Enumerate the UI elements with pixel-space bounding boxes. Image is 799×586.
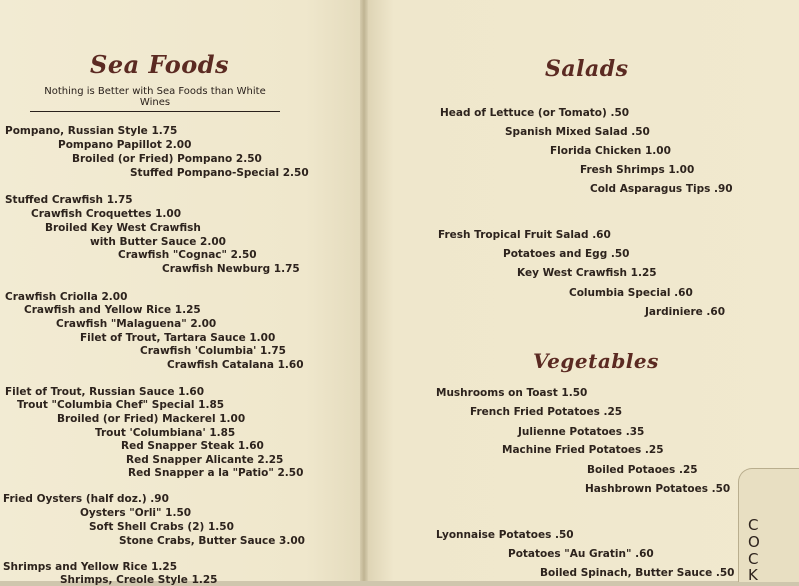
menu-item: Crawfish Croquettes 1.00 — [31, 208, 182, 220]
menu-item: Broiled (or Fried) Pompano 2.50 — [72, 153, 262, 165]
menu-item: Key West Crawfish 1.25 — [517, 267, 657, 279]
menu-item: Florida Chicken 1.00 — [550, 145, 671, 157]
menu-item: Shrimps, Creole Style 1.25 — [60, 574, 218, 586]
menu-item: Shrimps and Yellow Rice 1.25 — [3, 561, 178, 573]
menu-item: with Butter Sauce 2.00 — [90, 236, 226, 248]
sea-foods-title: Sea Foods — [90, 50, 230, 79]
menu-item: Jardiniere .60 — [645, 306, 726, 318]
menu-item: Mushrooms on Toast 1.50 — [436, 387, 588, 399]
menu-item: Crawfish and Yellow Rice 1.25 — [24, 304, 201, 316]
menu-item: French Fried Potatoes .25 — [470, 406, 623, 418]
menu-item: Fried Oysters (half doz.) .90 — [3, 493, 169, 505]
menu-item: Spanish Mixed Salad .50 — [505, 126, 650, 138]
menu-item: Red Snapper Alicante 2.25 — [126, 454, 284, 466]
book-gutter — [360, 0, 368, 581]
menu-item: Filet of Trout, Tartara Sauce 1.00 — [80, 332, 276, 344]
menu-item: Broiled (or Fried) Mackerel 1.00 — [57, 413, 246, 425]
menu-item: Hashbrown Potatoes .50 — [585, 483, 731, 495]
menu-item: Crawfish 'Columbia' 1.75 — [140, 345, 286, 357]
menu-item: Red Snapper Steak 1.60 — [121, 440, 264, 452]
menu-item: Broiled Key West Crawfish — [45, 222, 201, 234]
menu-item: Fresh Tropical Fruit Salad .60 — [438, 229, 611, 241]
menu-item: Potatoes and Egg .50 — [503, 248, 630, 260]
menu-item: Oysters "Orli" 1.50 — [80, 507, 192, 519]
menu-item: Columbia Special .60 — [569, 287, 693, 299]
menu-item: Crawfish Newburg 1.75 — [162, 263, 300, 275]
menu-item: Julienne Potatoes .35 — [518, 426, 645, 438]
menu-item: Lyonnaise Potatoes .50 — [436, 529, 574, 541]
tab-letter: K — [748, 566, 758, 584]
menu-item: Boiled Potaoes .25 — [587, 464, 698, 476]
menu-item: Fresh Shrimps 1.00 — [580, 164, 695, 176]
menu-item: Stone Crabs, Butter Sauce 3.00 — [119, 535, 305, 547]
vegetables-title: Vegetables — [533, 349, 659, 373]
menu-item: Pompano Papillot 2.00 — [58, 139, 192, 151]
wine-note: Nothing is Better with Sea Foods than White Wines — [30, 86, 280, 112]
menu-item: Crawfish Criolla 2.00 — [5, 291, 128, 303]
menu-item: Trout 'Columbiana' 1.85 — [95, 427, 236, 439]
menu-item: Head of Lettuce (or Tomato) .50 — [440, 107, 630, 119]
menu-item: Filet of Trout, Russian Sauce 1.60 — [5, 386, 205, 398]
menu-item: Boiled Spinach, Butter Sauce .50 — [540, 567, 735, 579]
menu-item: Potatoes "Au Gratin" .60 — [508, 548, 654, 560]
tab-letter: C — [748, 516, 759, 534]
menu-item: Pompano, Russian Style 1.75 — [5, 125, 178, 137]
salads-title: Salads — [545, 56, 629, 82]
menu-item: Stuffed Crawfish 1.75 — [5, 194, 133, 206]
menu-item: Soft Shell Crabs (2) 1.50 — [89, 521, 234, 533]
tab-letter: C — [748, 550, 759, 568]
menu-item: Crawfish Catalana 1.60 — [167, 359, 304, 371]
tab-letter: O — [748, 533, 760, 551]
menu-item: Crawfish "Cognac" 2.50 — [118, 249, 257, 261]
menu-item: Crawfish "Malaguena" 2.00 — [56, 318, 217, 330]
menu-item: Red Snapper a la "Patio" 2.50 — [128, 467, 304, 479]
menu-item: Stuffed Pompano-Special 2.50 — [130, 167, 309, 179]
menu-item: Trout "Columbia Chef" Special 1.85 — [17, 399, 225, 411]
menu-item: Machine Fried Potatoes .25 — [502, 444, 664, 456]
menu-item: Cold Asparagus Tips .90 — [590, 183, 733, 195]
